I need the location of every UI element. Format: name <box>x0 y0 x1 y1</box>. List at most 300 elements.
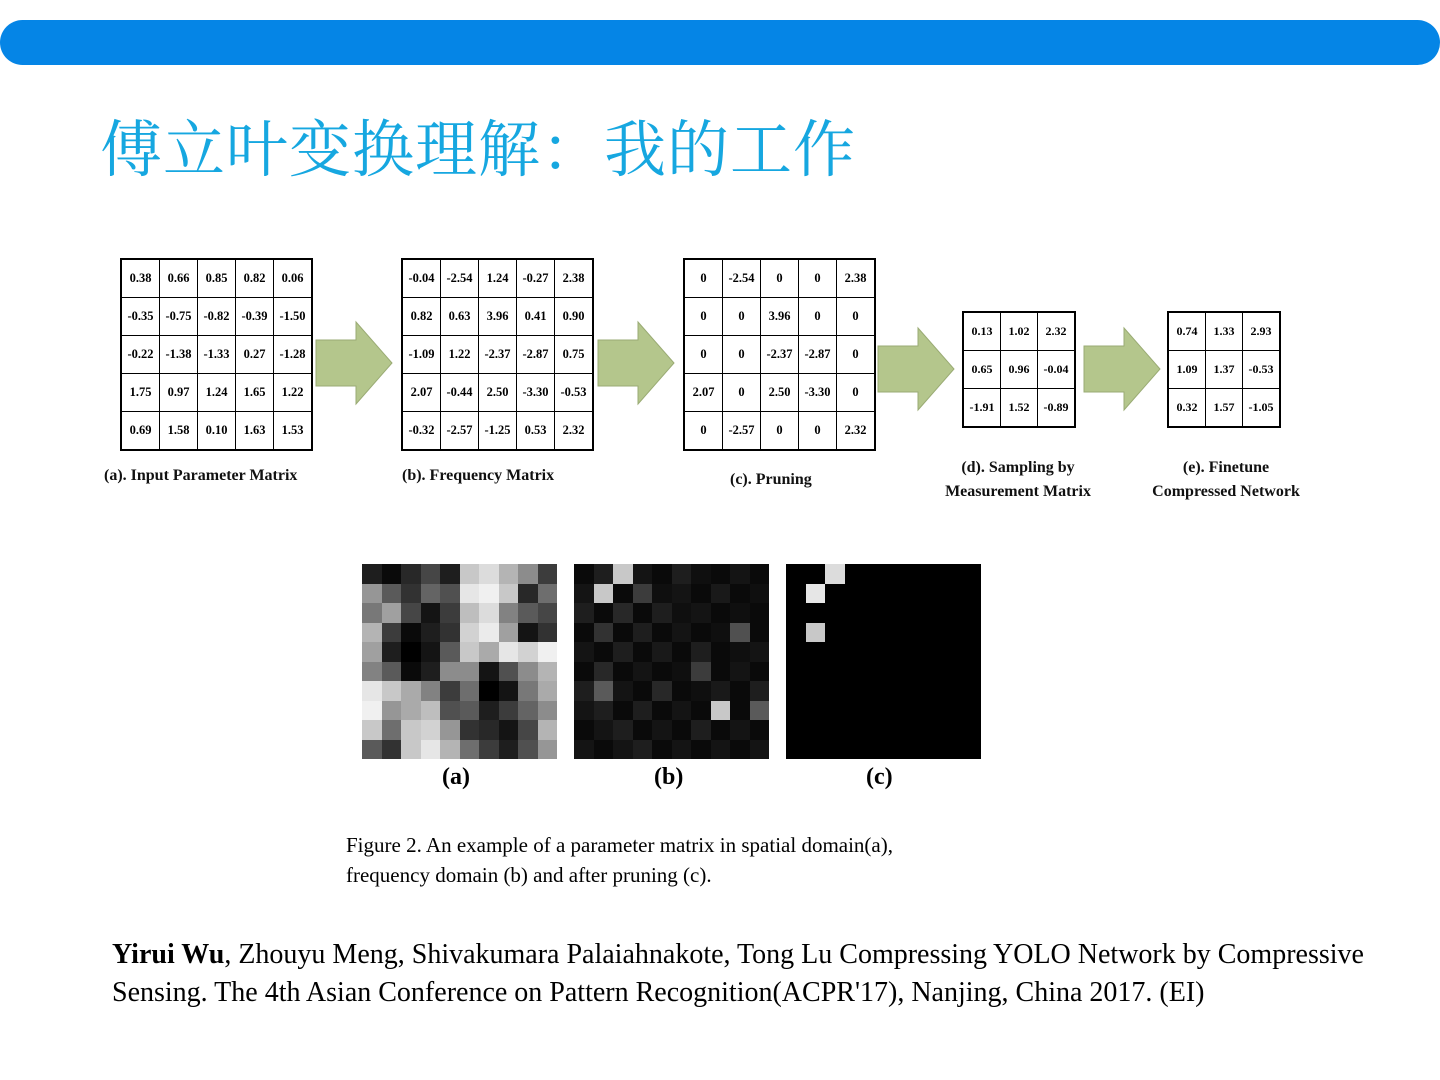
matrix-cell: 0 <box>837 336 876 374</box>
matrix-cell: 1.65 <box>236 374 274 412</box>
heatmap-cell <box>845 701 865 721</box>
heatmap-cell <box>786 681 806 701</box>
heatmap-cell <box>825 564 845 584</box>
matrix-cell: 1.37 <box>1206 351 1243 389</box>
heatmap-cell <box>538 720 558 740</box>
heatmap-cell <box>460 701 480 721</box>
caption-finetune-line1: (e). Finetune <box>1182 459 1270 476</box>
heatmap-cell <box>884 701 904 721</box>
heatmap-cell <box>479 740 499 760</box>
heatmap-cell <box>401 642 421 662</box>
heatmap-cell <box>845 662 865 682</box>
heatmap-cell <box>923 662 943 682</box>
heatmap-cell <box>806 662 826 682</box>
heatmap-cell <box>923 564 943 584</box>
heatmap-cell <box>499 623 519 643</box>
heatmap-cell <box>691 662 711 682</box>
matrix-cell: -0.32 <box>402 412 441 451</box>
heatmap-cell <box>518 720 538 740</box>
heatmap-cell <box>440 701 460 721</box>
matrix-cell: 0 <box>684 298 723 336</box>
heatmap-cell <box>633 662 653 682</box>
heatmap-cell <box>499 681 519 701</box>
heatmap-cell <box>786 564 806 584</box>
arrow-right-icon <box>596 320 676 406</box>
heatmap-cell <box>518 584 538 604</box>
caption-frequency-matrix: (b). Frequency Matrix <box>402 467 555 484</box>
heatmap-cell <box>479 584 499 604</box>
heatmap-cell <box>538 642 558 662</box>
heatmap-cell <box>711 681 731 701</box>
matrix-cell: 2.32 <box>555 412 594 451</box>
heatmap-cell <box>421 701 441 721</box>
heatmap-cell <box>633 701 653 721</box>
heatmap-cell <box>903 662 923 682</box>
matrix-cell: 0.85 <box>198 259 236 298</box>
heatmap-cell <box>942 603 962 623</box>
heatmap-cell <box>362 623 382 643</box>
figure-caption <box>346 830 893 890</box>
heatmap-cell <box>594 564 614 584</box>
heatmap-cell <box>825 623 845 643</box>
heatmap-cell <box>401 623 421 643</box>
heatmap-cell <box>884 584 904 604</box>
matrix-row <box>1168 351 1280 389</box>
matrix-cell: -0.39 <box>236 298 274 336</box>
heatmap-cell <box>903 720 923 740</box>
matrix-cell: -2.54 <box>723 259 761 298</box>
heatmap-cell <box>633 623 653 643</box>
heatmap-cell <box>903 603 923 623</box>
heatmap-cell <box>903 681 923 701</box>
heatmap-cell <box>806 681 826 701</box>
heatmap-cell <box>806 584 826 604</box>
heatmap-cell <box>401 681 421 701</box>
matrix-cell: 1.02 <box>1001 312 1038 351</box>
matrix-cell: -2.37 <box>761 336 799 374</box>
sampling-matrix <box>962 311 1076 428</box>
matrix-cell: 1.52 <box>1001 389 1038 428</box>
matrix-row <box>121 298 312 336</box>
heatmap-cell <box>730 642 750 662</box>
heatmap-cell <box>806 720 826 740</box>
matrix-cell: 1.22 <box>274 374 313 412</box>
heatmap-cell <box>691 720 711 740</box>
heatmap-cell <box>864 681 884 701</box>
heatmap-label-c: (c) <box>866 764 893 790</box>
heatmap-cell <box>825 740 845 760</box>
matrix-cell: 1.57 <box>1206 389 1243 428</box>
figure-caption-line2: frequency domain (b) and after pruning (c). <box>346 863 712 887</box>
heatmap-cell <box>440 564 460 584</box>
heatmap-cell <box>633 603 653 623</box>
heatmap-cell <box>903 642 923 662</box>
matrix-row <box>121 336 312 374</box>
heatmap-cell <box>538 584 558 604</box>
heatmap-cell <box>825 642 845 662</box>
heatmap-cell <box>401 740 421 760</box>
matrix-row <box>121 374 312 412</box>
heatmap-cell <box>401 720 421 740</box>
heatmap-cell <box>362 584 382 604</box>
heatmap-cell <box>672 642 692 662</box>
heatmap-cell <box>574 720 594 740</box>
heatmap-cell <box>382 662 402 682</box>
matrix-cell: 0.90 <box>555 298 594 336</box>
heatmap-cell <box>479 603 499 623</box>
heatmap-cell <box>499 564 519 584</box>
heatmap-cell <box>786 740 806 760</box>
reference-text: , Zhouyu Meng, Shivakumara Palaiahnakote, Tong Lu Compressing YOLO Network by Compressive Sensing. The 4th Asian Conference on Pattern Recognition(ACPR'17), Nanjing, China 2017. (EI) <box>112 939 1364 1008</box>
heatmap-cell <box>440 623 460 643</box>
heatmap-cell <box>382 603 402 623</box>
heatmap-cell <box>518 642 538 662</box>
heatmap-cell <box>711 720 731 740</box>
heatmap-cell <box>382 720 402 740</box>
heatmap-cell <box>594 681 614 701</box>
heatmap-cell <box>518 701 538 721</box>
heatmap-cell <box>362 603 382 623</box>
heatmap-cell <box>942 720 962 740</box>
heatmap-cell <box>884 740 904 760</box>
top-accent-bar <box>0 20 1440 65</box>
caption-finetune-line2: Compressed Network <box>1152 483 1300 500</box>
heatmap-cell <box>786 642 806 662</box>
heatmap-cell <box>652 584 672 604</box>
heatmap-cell <box>362 642 382 662</box>
spatial-domain-heatmap <box>362 564 557 759</box>
heatmap-cell <box>923 603 943 623</box>
heatmap-cell <box>806 564 826 584</box>
heatmap-cell <box>518 662 538 682</box>
heatmap-cell <box>711 623 731 643</box>
heatmap-cell <box>594 642 614 662</box>
matrix-row <box>684 298 875 336</box>
caption-sampling <box>918 456 1118 504</box>
heatmap-cell <box>962 623 982 643</box>
matrix-cell: 0.10 <box>198 412 236 451</box>
heatmap-cell <box>574 740 594 760</box>
matrix-cell: 0 <box>761 412 799 451</box>
matrix-cell: -0.75 <box>160 298 198 336</box>
matrix-row <box>402 259 593 298</box>
matrix-cell: 0.65 <box>963 351 1001 389</box>
figure-caption-line1: Figure 2. An example of a parameter matrix in spatial domain(a), <box>346 833 893 857</box>
caption-sampling-line2: Measurement Matrix <box>945 483 1091 500</box>
heatmap-cell <box>962 701 982 721</box>
heatmap-cell <box>460 584 480 604</box>
heatmap-cell <box>652 564 672 584</box>
heatmap-cell <box>538 740 558 760</box>
pruning-matrix <box>683 258 876 451</box>
heatmap-cell <box>691 642 711 662</box>
matrix-cell: 0.75 <box>555 336 594 374</box>
finetune-matrix <box>1167 311 1281 428</box>
caption-sampling-line1: (d). Sampling by <box>961 459 1075 476</box>
heatmap-cell <box>962 642 982 662</box>
matrix-cell: 1.63 <box>236 412 274 451</box>
heatmap-cell <box>499 701 519 721</box>
heatmap-cell <box>460 720 480 740</box>
heatmap-cell <box>864 740 884 760</box>
heatmap-cell <box>845 642 865 662</box>
heatmap-cell <box>750 623 770 643</box>
matrix-cell: 1.75 <box>121 374 160 412</box>
heatmap-cell <box>382 740 402 760</box>
heatmap-cell <box>903 623 923 643</box>
matrix-cell: 0 <box>723 374 761 412</box>
matrix-cell: 3.96 <box>761 298 799 336</box>
heatmap-cell <box>691 681 711 701</box>
heatmap-cell <box>750 642 770 662</box>
heatmap-cell <box>574 584 594 604</box>
heatmap-cell <box>711 564 731 584</box>
heatmap-cell <box>942 623 962 643</box>
heatmap-cell <box>633 564 653 584</box>
heatmap-cell <box>518 623 538 643</box>
heatmap-cell <box>845 623 865 643</box>
heatmap-cell <box>652 662 672 682</box>
heatmap-cell <box>633 681 653 701</box>
heatmap-cell <box>923 740 943 760</box>
heatmap-cell <box>845 681 865 701</box>
matrix-cell: 0.27 <box>236 336 274 374</box>
matrix-cell: -1.50 <box>274 298 313 336</box>
heatmap-cell <box>845 740 865 760</box>
frequency-matrix <box>401 258 594 451</box>
heatmap-cell <box>538 701 558 721</box>
heatmap-cell <box>382 623 402 643</box>
matrix-row <box>963 351 1075 389</box>
heatmap-cell <box>518 564 538 584</box>
heatmap-cell <box>825 603 845 623</box>
matrix-cell: -1.05 <box>1243 389 1281 428</box>
heatmap-cell <box>613 720 633 740</box>
matrix-cell: 0.13 <box>963 312 1001 351</box>
heatmap-cell <box>864 720 884 740</box>
matrix-cell: 0.82 <box>236 259 274 298</box>
heatmap-cell <box>806 623 826 643</box>
heatmap-cell <box>499 662 519 682</box>
heatmap-cell <box>923 720 943 740</box>
heatmap-cell <box>750 564 770 584</box>
frequency-domain-heatmap <box>574 564 769 759</box>
heatmap-cell <box>479 642 499 662</box>
matrix-cell: 0 <box>799 259 837 298</box>
heatmap-cell <box>613 584 633 604</box>
heatmap-cell <box>518 740 538 760</box>
matrix-cell: 0.53 <box>517 412 555 451</box>
heatmap-cell <box>362 701 382 721</box>
heatmap-cell <box>942 564 962 584</box>
matrix-row <box>963 312 1075 351</box>
matrix-cell: -0.04 <box>402 259 441 298</box>
heatmap-cell <box>440 681 460 701</box>
heatmap-cell <box>421 564 441 584</box>
matrix-cell: 0 <box>723 298 761 336</box>
matrix-cell: -2.57 <box>441 412 479 451</box>
matrix-cell: 2.50 <box>761 374 799 412</box>
heatmap-cell <box>750 681 770 701</box>
matrix-cell: 0 <box>684 412 723 451</box>
heatmap-cell <box>750 603 770 623</box>
heatmap-cell <box>613 701 633 721</box>
matrix-cell: -1.09 <box>402 336 441 374</box>
heatmap-cell <box>845 584 865 604</box>
caption-input-matrix: (a). Input Parameter Matrix <box>104 467 298 484</box>
heatmap-cell <box>672 584 692 604</box>
matrix-cell: 1.33 <box>1206 312 1243 351</box>
heatmap-cell <box>962 584 982 604</box>
heatmap-cell <box>730 603 750 623</box>
matrix-cell: 1.24 <box>479 259 517 298</box>
matrix-cell: -0.44 <box>441 374 479 412</box>
heatmap-cell <box>923 623 943 643</box>
matrix-row <box>1168 389 1280 428</box>
heatmap-cell <box>884 662 904 682</box>
matrix-cell: -2.57 <box>723 412 761 451</box>
heatmap-cell <box>672 623 692 643</box>
heatmap-cell <box>518 681 538 701</box>
heatmap-cell <box>962 662 982 682</box>
heatmap-cell <box>730 623 750 643</box>
matrix-cell: -0.53 <box>555 374 594 412</box>
heatmap-cell <box>711 584 731 604</box>
heatmap-cell <box>538 603 558 623</box>
heatmap-cell <box>730 701 750 721</box>
heatmap-cell <box>864 701 884 721</box>
heatmap-cell <box>401 701 421 721</box>
heatmap-cell <box>691 701 711 721</box>
heatmap-cell <box>382 584 402 604</box>
heatmap-cell <box>884 720 904 740</box>
heatmap-cell <box>421 642 441 662</box>
heatmap-cell <box>786 720 806 740</box>
heatmap-cell <box>633 720 653 740</box>
heatmap-cell <box>672 701 692 721</box>
matrix-cell: 3.96 <box>479 298 517 336</box>
heatmap-cell <box>864 623 884 643</box>
heatmap-cell <box>786 623 806 643</box>
matrix-cell: -2.87 <box>799 336 837 374</box>
heatmap-cell <box>672 564 692 584</box>
heatmap-cell <box>421 662 441 682</box>
matrix-cell: 0.06 <box>274 259 313 298</box>
heatmap-cell <box>750 720 770 740</box>
heatmap-cell <box>825 681 845 701</box>
matrix-row <box>1168 312 1280 351</box>
heatmap-cell <box>942 584 962 604</box>
heatmap-cell <box>440 720 460 740</box>
heatmap-cell <box>479 623 499 643</box>
matrix-cell: 2.07 <box>402 374 441 412</box>
heatmap-cell <box>942 642 962 662</box>
heatmap-cell <box>730 662 750 682</box>
heatmap-cell <box>691 740 711 760</box>
heatmap-cell <box>594 584 614 604</box>
heatmap-cell <box>884 681 904 701</box>
matrix-cell: 1.09 <box>1168 351 1206 389</box>
heatmap-cell <box>440 740 460 760</box>
input-parameter-matrix <box>120 258 313 451</box>
heatmap-cell <box>750 701 770 721</box>
heatmap-cell <box>633 642 653 662</box>
heatmap-cell <box>864 603 884 623</box>
heatmap-cell <box>382 564 402 584</box>
matrix-cell: -3.30 <box>799 374 837 412</box>
heatmap-cell <box>362 720 382 740</box>
pruned-heatmap <box>786 564 981 759</box>
heatmap-cell <box>923 584 943 604</box>
heatmap-cell <box>594 720 614 740</box>
caption-finetune <box>1126 456 1326 504</box>
heatmap-cell <box>652 642 672 662</box>
heatmap-cell <box>864 584 884 604</box>
matrix-row <box>684 336 875 374</box>
heatmap-cell <box>633 584 653 604</box>
heatmap-cell <box>421 623 441 643</box>
heatmap-cell <box>864 564 884 584</box>
matrix-cell: -0.89 <box>1038 389 1076 428</box>
heatmap-cell <box>691 603 711 623</box>
heatmap-cell <box>538 623 558 643</box>
heatmap-cell <box>499 740 519 760</box>
heatmap-cell <box>962 603 982 623</box>
matrix-cell: 2.93 <box>1243 312 1281 351</box>
heatmap-cell <box>942 662 962 682</box>
heatmap-cell <box>574 623 594 643</box>
matrix-row <box>963 389 1075 428</box>
heatmap-cell <box>538 681 558 701</box>
heatmap-cell <box>362 662 382 682</box>
heatmap-cell <box>440 584 460 604</box>
heatmap-cell <box>574 603 594 623</box>
matrix-row <box>684 259 875 298</box>
heatmap-cell <box>479 564 499 584</box>
matrix-cell: 0 <box>684 259 723 298</box>
heatmap-cell <box>864 642 884 662</box>
heatmap-cell <box>499 642 519 662</box>
heatmap-cell <box>440 603 460 623</box>
heatmap-cell <box>362 681 382 701</box>
heatmap-cell <box>460 564 480 584</box>
heatmap-cell <box>594 623 614 643</box>
heatmap-cell <box>460 681 480 701</box>
heatmap-cell <box>594 740 614 760</box>
heatmap-cell <box>672 662 692 682</box>
heatmap-cell <box>652 623 672 643</box>
heatmap-cell <box>613 603 633 623</box>
matrix-cell: 0 <box>799 412 837 451</box>
matrix-cell: -1.33 <box>198 336 236 374</box>
heatmap-cell <box>594 701 614 721</box>
heatmap-cell <box>672 603 692 623</box>
heatmap-cell <box>382 681 402 701</box>
heatmap-cell <box>440 642 460 662</box>
matrix-cell: 0.82 <box>402 298 441 336</box>
heatmap-cell <box>750 584 770 604</box>
arrow-right-icon <box>1082 326 1162 412</box>
heatmap-cell <box>711 662 731 682</box>
heatmap-cell <box>421 584 441 604</box>
heatmap-cell <box>652 681 672 701</box>
matrix-cell: 2.32 <box>837 412 876 451</box>
matrix-cell: -0.27 <box>517 259 555 298</box>
heatmap-cell <box>825 584 845 604</box>
heatmap-cell <box>460 662 480 682</box>
matrix-cell: 2.32 <box>1038 312 1076 351</box>
heatmap-cell <box>691 584 711 604</box>
